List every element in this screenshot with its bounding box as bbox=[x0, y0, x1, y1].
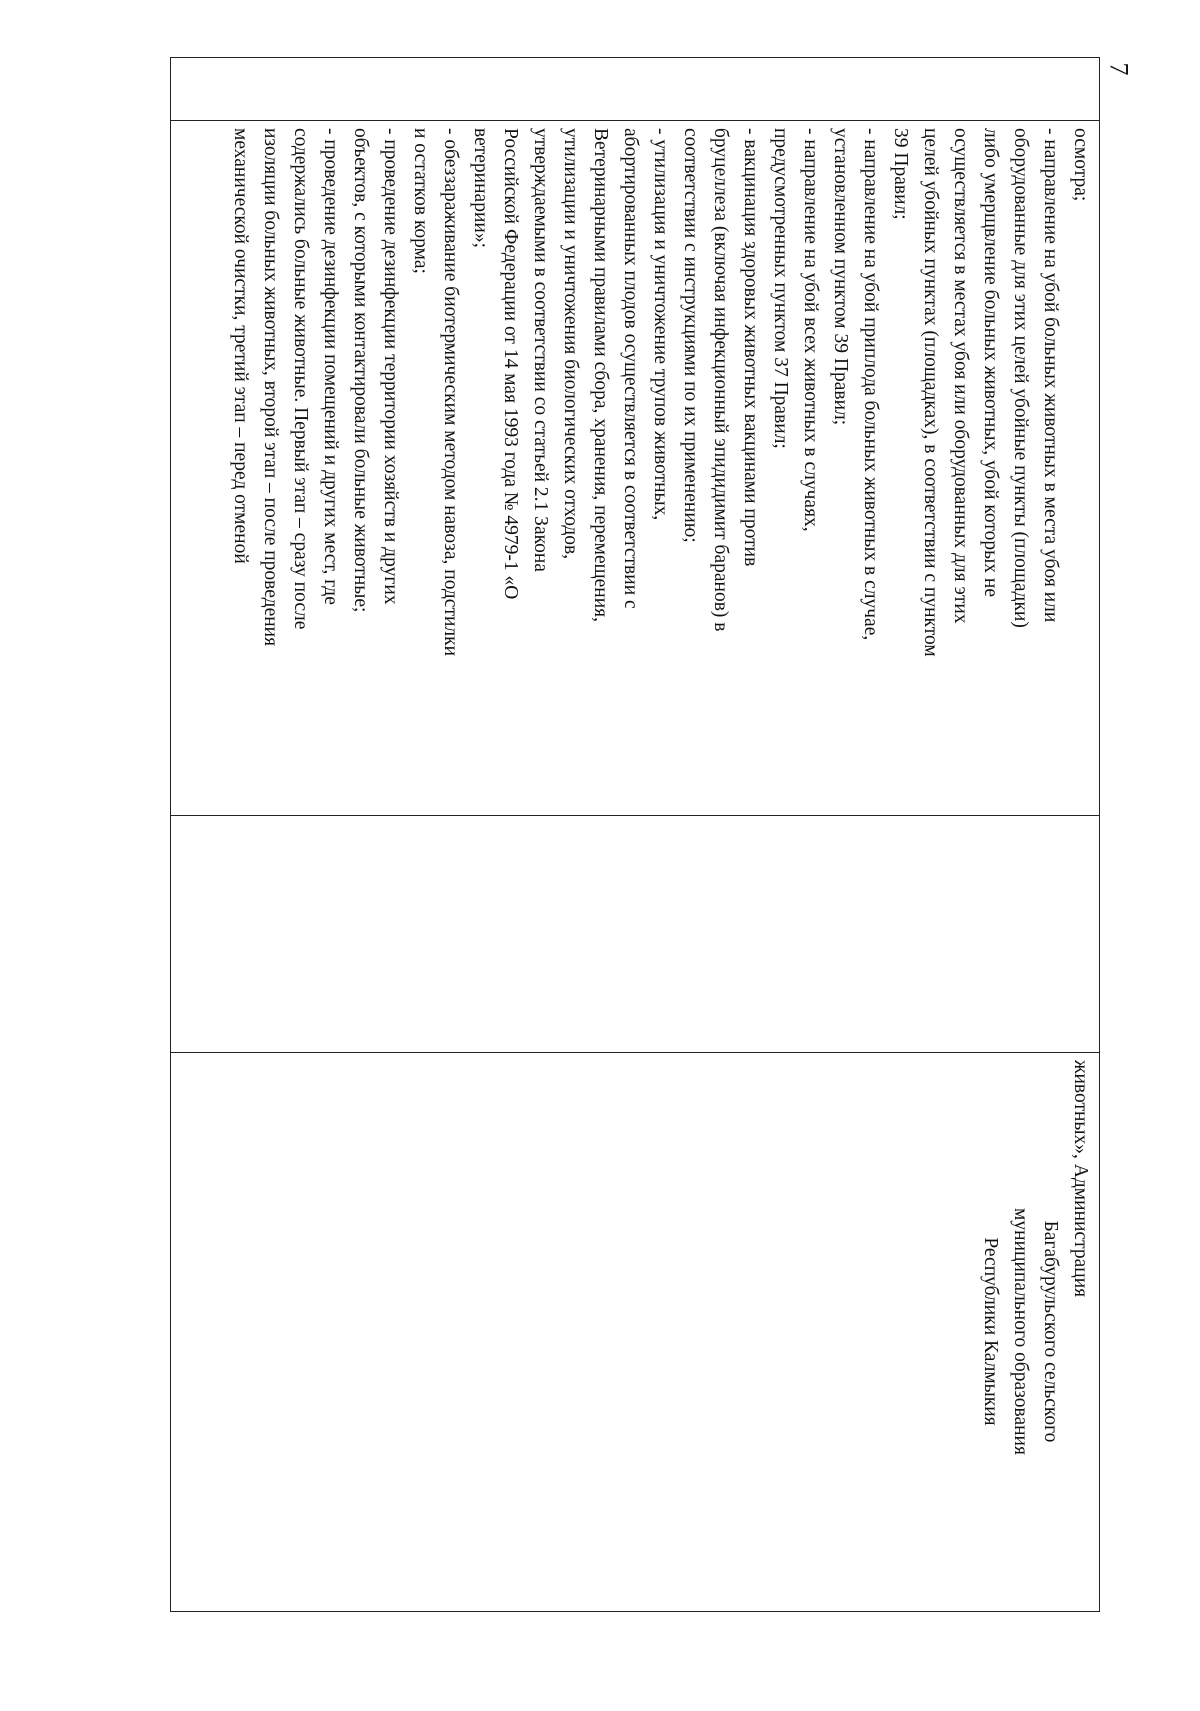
measures-line: и остатков корма; bbox=[410, 128, 431, 274]
measures-line: - обеззараживание биотермическим методом навоза, подстилки bbox=[440, 128, 461, 657]
measures-line: осуществляется в местах убоя или оборудованных для этих bbox=[950, 128, 971, 624]
measures-line: абортированных плодов осуществляется в соответствии с bbox=[620, 128, 641, 609]
rotated-page-content bbox=[170, 57, 1100, 1612]
measures-table bbox=[170, 57, 1100, 1612]
measures-line: утверждаемыми в соответствии со статьей 2.1 Закона bbox=[530, 128, 551, 572]
page-number: 7 bbox=[1104, 62, 1134, 76]
measures-line: утилизации и уничтожения биологических отходов, bbox=[560, 128, 581, 560]
responsible-cell bbox=[171, 1052, 1099, 1613]
responsible-line: Багабурульского сельского bbox=[1040, 1220, 1061, 1443]
measures-line: - утилизация и уничтожение трупов животных, bbox=[650, 128, 671, 521]
measures-line: - направление на убой больных животных в места убоя или bbox=[1040, 128, 1061, 623]
measures-line: - проведение дезинфекции территории хозяйств и других bbox=[380, 128, 401, 605]
measures-line: - проведение дезинфекции помещений и других мест, где bbox=[320, 128, 341, 605]
measures-line: установленном пунктом 39 Правил; bbox=[830, 128, 851, 426]
measures-line: содержались больные животные. Первый этап – сразу после bbox=[290, 128, 311, 630]
measures-line: - направление на убой приплода больных животных в случае, bbox=[860, 128, 881, 641]
responsible-text bbox=[975, 1060, 1095, 1603]
measures-line: Ветеринарными правилами сбора, хранения, перемещения, bbox=[590, 128, 611, 623]
measures-line: ветеринарии»; bbox=[470, 128, 491, 248]
measures-line: осмотра; bbox=[1070, 128, 1091, 202]
measures-line: целей убойных пунктах (площадках), в соответствии с пунктом bbox=[920, 128, 941, 657]
measures-line: механической очистки, третий этап – перед отменой bbox=[230, 128, 251, 564]
responsible-line: муниципального образования bbox=[1010, 1208, 1031, 1455]
measures-line: бруцеллеза (включая инфекционный эпидидимит баранов) в bbox=[710, 128, 731, 632]
measures-text bbox=[225, 128, 1095, 809]
measures-line: - вакцинация здоровых животных вакцинами против bbox=[740, 128, 761, 567]
responsible-line: животных», Администрация bbox=[1070, 1060, 1091, 1298]
measures-line: предусмотренных пунктом 37 Правил; bbox=[770, 128, 791, 449]
measures-line: оборудованные для этих целей убойные пункты (площадки) bbox=[1010, 128, 1031, 628]
term-cell bbox=[171, 815, 1099, 1052]
measures-line: либо умерщвление больных животных, убой которых не bbox=[980, 128, 1001, 597]
measures-cell bbox=[171, 120, 1099, 815]
measures-line: 39 Правил; bbox=[890, 128, 911, 220]
number-cell bbox=[171, 58, 1099, 120]
measures-line: соответствии с инструкциями по их применению; bbox=[680, 128, 701, 543]
measures-line: изоляции больных животных, второй этап – после проведения bbox=[260, 128, 281, 647]
measures-line: объектов, с которыми контактировали больные животные; bbox=[350, 128, 371, 613]
measures-line: - направление на убой всех животных в случаях, bbox=[800, 128, 821, 532]
responsible-line: Республики Калмыкия bbox=[980, 1237, 1001, 1426]
measures-line: Российской Федерации от 14 мая 1993 года № 4979-1 «О bbox=[500, 128, 521, 600]
